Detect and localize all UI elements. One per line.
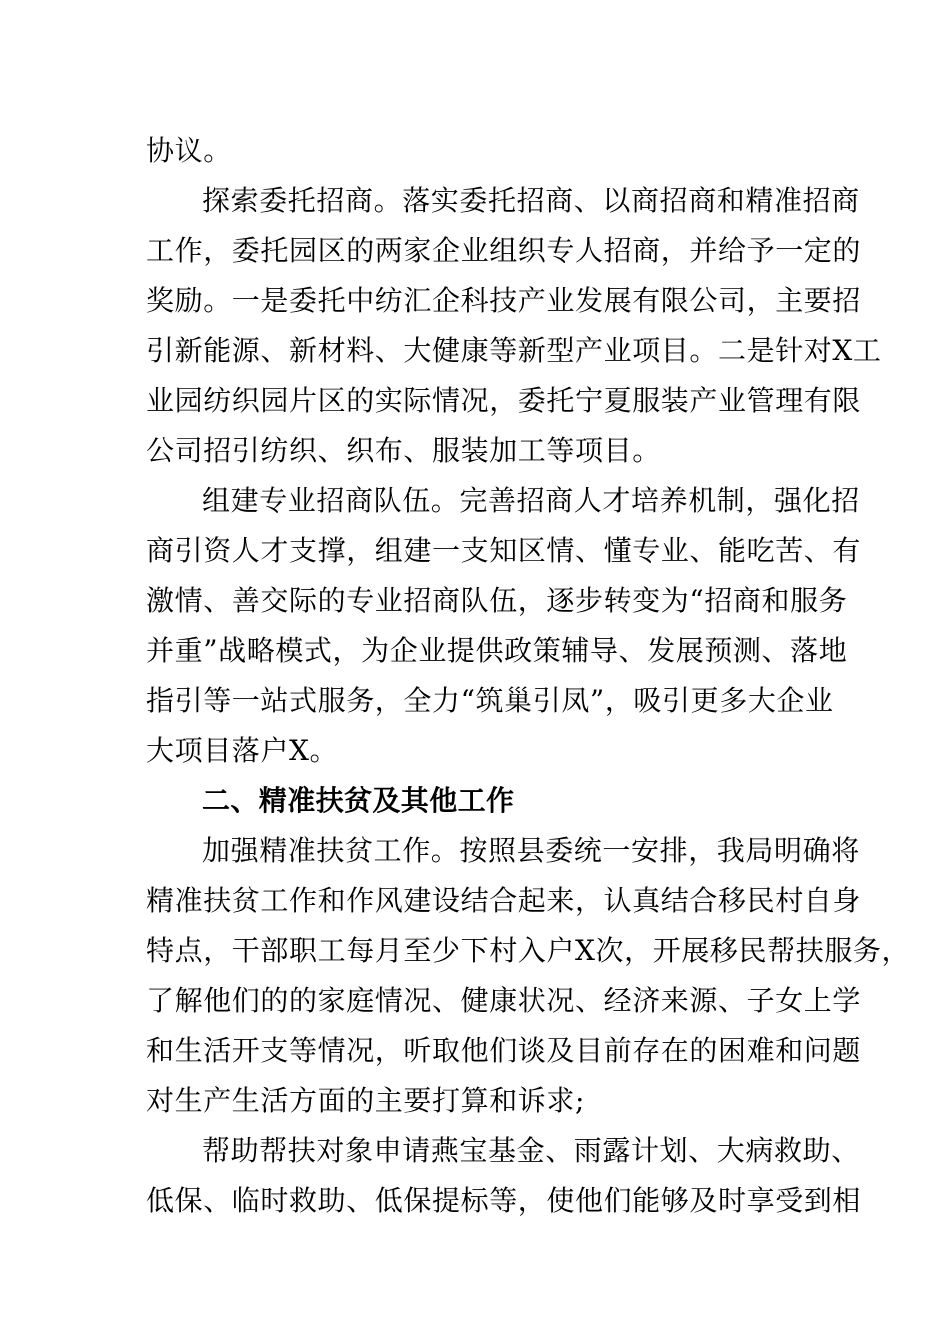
text-line: 激情、善交际的专业招商队伍，逐步转变为“招商和服务: [146, 584, 848, 617]
paragraph-first-line: 帮助帮扶对象申请燕宝基金、雨露计划、大病救助、: [202, 1134, 860, 1167]
text-line: 奖励。一是委托中纺汇企科技产业发展有限公司，主要招: [146, 284, 862, 317]
text-line: 引新能源、新材料、大健康等新型产业项目。二是针对X工: [146, 334, 882, 367]
paragraph-first-line: 组建专业招商队伍。完善招商人才培养机制，强化招: [202, 484, 860, 517]
text-line: 了解他们的的家庭情况、健康状况、经济来源、子女上学: [146, 984, 862, 1017]
text-line: 工作，委托园区的两家企业组织专人招商，并给予一定的: [146, 234, 862, 267]
text-line: 协议。: [146, 134, 232, 167]
text-line: 和生活开支等情况，听取他们谈及目前存在的困难和问题: [146, 1034, 862, 1067]
text-line: 低保、临时救助、低保提标等，使他们能够及时享受到相: [146, 1184, 862, 1217]
text-line: 业园纺织园片区的实际情况，委托宁夏服装产业管理有限: [146, 384, 862, 417]
text-line: 并重”战略模式，为企业提供政策辅导、发展预测、落地: [146, 634, 848, 667]
text-line: 精准扶贫工作和作风建设结合起来，认真结合移民村自身: [146, 884, 862, 917]
text-line: 对生产生活方面的主要打算和诉求;: [146, 1084, 586, 1117]
text-line: 特点，干部职工每月至少下村入户X次，开展移民帮扶服务，: [146, 934, 911, 967]
text-line: 大项目落户X。: [146, 734, 339, 767]
paragraph-first-line: 加强精准扶贫工作。按照县委统一安排，我局明确将: [202, 834, 860, 867]
document-page: [146, 126, 911, 1226]
text-line: 指引等一站式服务，全力“筑巢引凤”，吸引更多大企业: [146, 684, 834, 717]
text-line: 公司招引纺织、织布、服装加工等项目。: [146, 434, 661, 467]
section-heading: 二、精准扶贫及其他工作: [202, 784, 515, 817]
paragraph-first-line: 探索委托招商。落实委托招商、以商招商和精准招商: [202, 184, 860, 217]
text-line: 商引资人才支撑，组建一支知区情、懂专业、能吃苦、有: [146, 534, 862, 567]
